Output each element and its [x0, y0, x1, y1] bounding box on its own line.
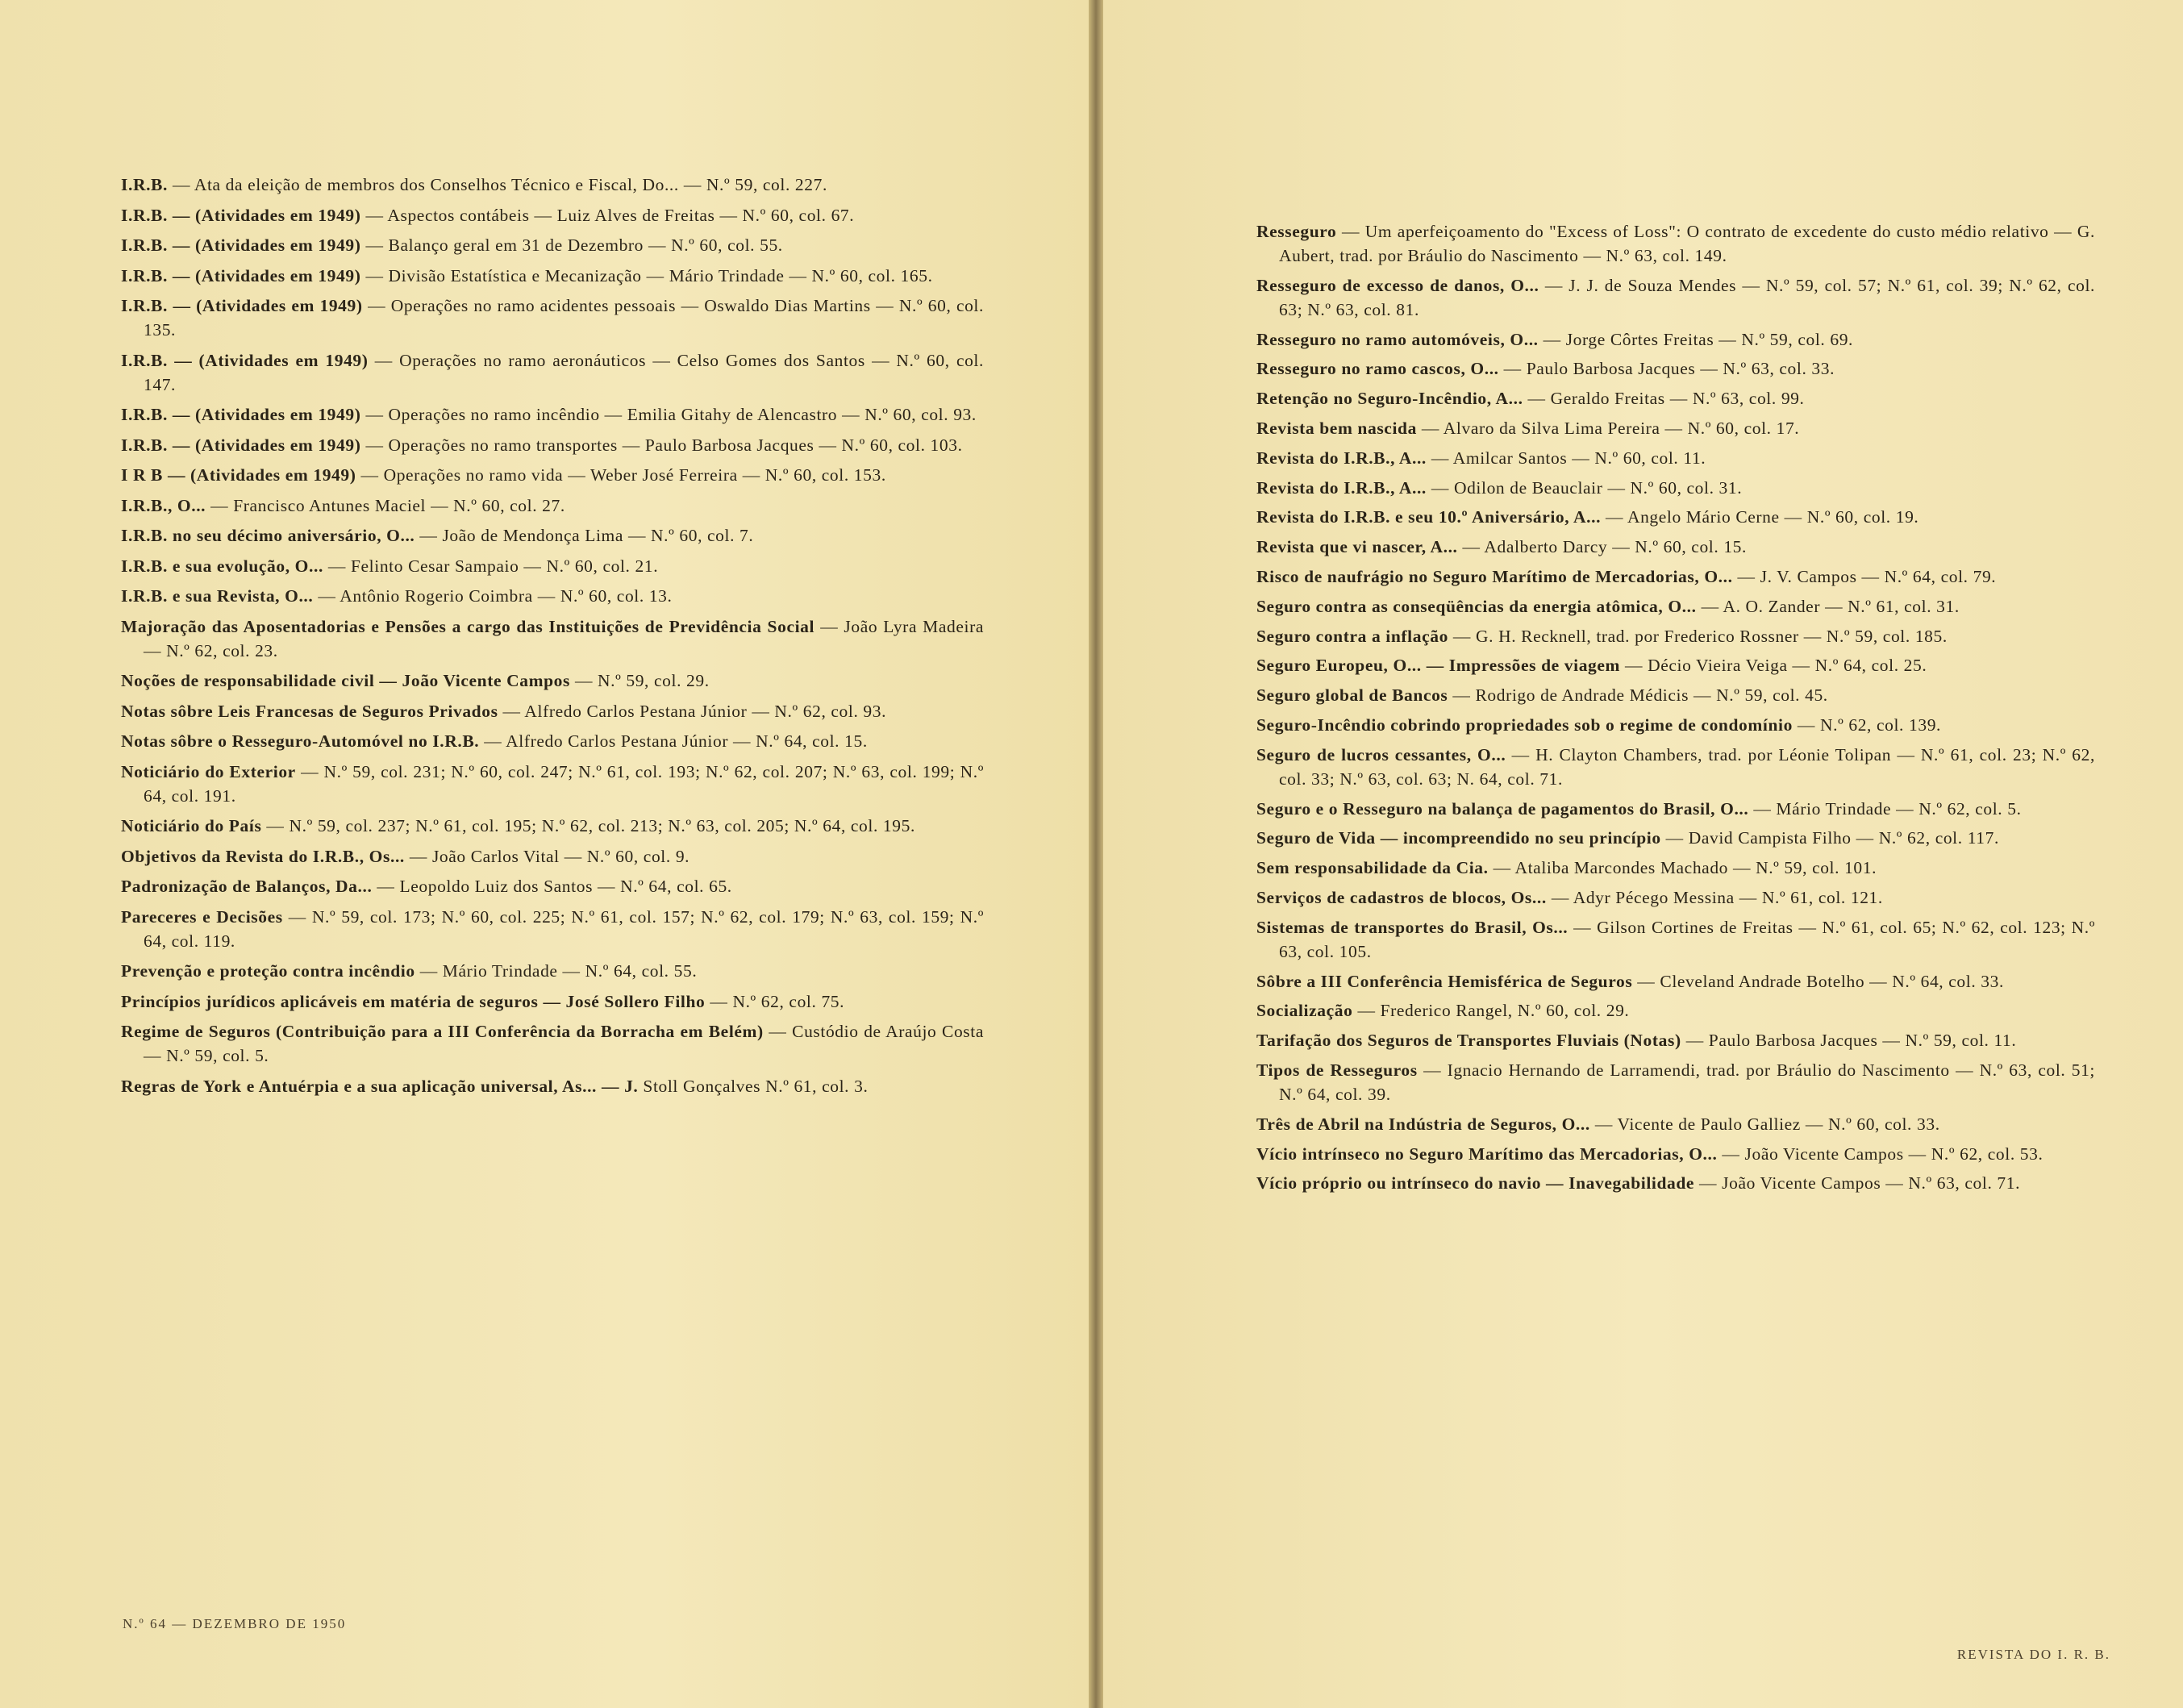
- entry-reference: — Balanço geral em 31 de Dezembro — N.º 60, col. 55.: [360, 235, 783, 255]
- entry-reference: — Paulo Barbosa Jacques — N.º 63, col. 33.: [1498, 359, 1835, 379]
- index-entry: [121, 1074, 984, 1098]
- entry-title: Retenção no Seguro-Incêndio, A...: [1256, 389, 1523, 409]
- entry-title: Risco de naufrágio no Seguro Marítimo de Mercadorias, O...: [1256, 566, 1733, 586]
- index-entry: [121, 294, 984, 342]
- left-index-entries: [121, 173, 984, 1104]
- entry-title: Sistemas de transportes do Brasil, Os...: [1256, 917, 1569, 937]
- entry-title: I.R.B. — (Atividades em 1949): [121, 265, 361, 285]
- entry-reference: — Cleveland Andrade Botelho — N.º 64, col. 33.: [1632, 971, 2004, 991]
- entry-title: I.R.B., O...: [121, 495, 206, 515]
- entry-title: Pareceres e Decisões: [121, 906, 283, 927]
- index-entry: [121, 233, 984, 257]
- entry-reference: — G. H. Recknell, trad. por Frederico Rossner — N.º 59, col. 185.: [1448, 626, 1948, 646]
- entry-reference: — Paulo Barbosa Jacques — N.º 59, col. 11.: [1681, 1031, 2017, 1051]
- entry-reference: — Geraldo Freitas — N.º 63, col. 99.: [1523, 389, 1805, 409]
- index-entry: [1256, 327, 2095, 352]
- entry-reference: — João Lyra Madeira — N.º 62, col. 23.: [144, 616, 985, 660]
- entry-title: Revista que vi nascer, A...: [1256, 537, 1458, 557]
- entry-reference: — Operações no ramo incêndio — Emilia Gitahy de Alencastro — N.º 60, col. 93.: [360, 405, 977, 424]
- index-entry: [121, 264, 984, 288]
- entry-reference: — Adyr Pécego Messina — N.º 61, col. 121.: [1546, 887, 1883, 907]
- entry-title: Seguro de Vida — incompreendido no seu princípio: [1256, 828, 1661, 848]
- index-entry: [121, 402, 984, 427]
- entry-reference: — Frederico Rangel, N.º 60, col. 29.: [1352, 1001, 1630, 1021]
- entry-reference: — Operações no ramo aeronáuticos — Celso Gomes dos Santos — N.º 60, col. 147.: [144, 350, 984, 394]
- index-entry: [1256, 564, 2095, 589]
- index-entry: [1256, 969, 2095, 994]
- index-entry: [1256, 356, 2095, 381]
- entry-reference: — Leopoldo Luiz dos Santos — N.º 64, col. 65.: [372, 877, 732, 896]
- index-entry: [1256, 713, 2095, 737]
- entry-reference: — Alfredo Carlos Pestana Júnior — N.º 62, col. 93.: [498, 701, 887, 721]
- entry-reference: — Alfredo Carlos Pestana Júnior — N.º 64, col. 15.: [479, 731, 868, 751]
- index-entry: [121, 173, 984, 197]
- entry-title: I.R.B. — (Atividades em 1949): [121, 235, 361, 255]
- entry-title: Sem responsabilidade da Cia.: [1256, 858, 1489, 878]
- entry-reference: — Felinto Cesar Sampaio — N.º 60, col. 21.: [323, 556, 659, 576]
- entry-reference: — Mário Trindade — N.º 64, col. 55.: [415, 961, 698, 981]
- entry-title: I.R.B. e sua Revista, O...: [121, 586, 314, 606]
- index-entry: [1256, 386, 2095, 410]
- entry-title: I.R.B. — (Atividades em 1949): [121, 296, 363, 315]
- entry-reference: — N.º 59, col. 29.: [569, 671, 710, 690]
- entry-reference: — J. V. Campos — N.º 64, col. 79.: [1732, 566, 1997, 586]
- index-entry: [1256, 915, 2095, 964]
- index-entry: [1256, 1171, 2095, 1195]
- index-entry: [121, 203, 984, 227]
- entry-reference: — N.º 62, col. 75.: [705, 991, 845, 1011]
- entry-title: Vício intrínseco no Seguro Marítimo das Mercadorias, O...: [1256, 1144, 1718, 1164]
- entry-reference: — Ata da eleição de membros dos Conselhos Técnico e Fiscal, Do... — N.º 59, col. 227.: [167, 175, 827, 194]
- entry-title: I.R.B. — (Atividades em 1949): [121, 350, 369, 370]
- index-entry: [1256, 416, 2095, 440]
- index-entry: [121, 614, 984, 663]
- entry-title: I.R.B. — (Atividades em 1949): [121, 405, 361, 424]
- index-entry: [121, 554, 984, 578]
- index-entry: [121, 814, 984, 838]
- entry-title: Sôbre a III Conferência Hemisférica de Seguros: [1256, 971, 1633, 991]
- index-entry: [1256, 505, 2095, 529]
- entry-reference: — Ataliba Marcondes Machado — N.º 59, col. 101.: [1488, 858, 1877, 878]
- right-page: [1103, 0, 2183, 1708]
- index-entry: [1256, 219, 2095, 268]
- entry-reference: — Divisão Estatística e Mecanização — Mário Trindade — N.º 60, col. 165.: [360, 265, 933, 285]
- entry-reference: — Um aperfeiçoamento do "Excess of Loss": O contrato de excedente do custo médio relativo — G. Aubert, trad. por Bráulio do Nascimento — N.º 63, col. 149.: [1279, 222, 2095, 265]
- entry-title: Socialização: [1256, 1001, 1353, 1021]
- entry-reference: — N.º 62, col. 139.: [1792, 714, 1942, 735]
- entry-title: I.R.B. — (Atividades em 1949): [121, 205, 361, 225]
- entry-title: Resseguro no ramo cascos, O...: [1256, 359, 1499, 379]
- book-gutter: [1089, 0, 1103, 1708]
- entry-reference: — Aspectos contábeis — Luiz Alves de Freitas — N.º 60, col. 67.: [360, 205, 855, 225]
- entry-title: Notas sôbre Leis Francesas de Seguros Privados: [121, 701, 498, 721]
- entry-reference: — João Vicente Campos — N.º 62, col. 53.: [1717, 1144, 2043, 1164]
- entry-title: Revista do I.R.B., A...: [1256, 448, 1427, 468]
- index-entry: [121, 348, 984, 397]
- entry-title: I.R.B. — (Atividades em 1949): [121, 435, 361, 455]
- entry-reference: — Décio Vieira Veiga — N.º 64, col. 25.: [1620, 656, 1927, 676]
- index-entry: [121, 844, 984, 869]
- index-entry: [121, 905, 984, 953]
- index-entry: [1256, 797, 2095, 821]
- entry-reference: — Odilon de Beauclair — N.º 60, col. 31.: [1426, 477, 1743, 498]
- entry-title: Seguro global de Bancos: [1256, 685, 1448, 706]
- right-page-footer: REVISTA DO I. R. B.: [1956, 1647, 2110, 1662]
- entry-reference: — Vicente de Paulo Galliez — N.º 60, col. 33.: [1589, 1114, 1940, 1134]
- index-entry: [1256, 273, 2095, 322]
- index-entry: [1256, 535, 2095, 559]
- entry-title: Objetivos da Revista do I.R.B., Os...: [121, 846, 405, 866]
- entry-reference: — J. J. de Souza Mendes — N.º 59, col. 57; N.º 61, col. 39; N.º 62, col. 63; N.º 63, col. 81.: [1279, 275, 2096, 319]
- entry-title: Revista bem nascida: [1256, 418, 1417, 438]
- entry-title: I R B — (Atividades em 1949): [121, 465, 356, 485]
- entry-reference: — Angelo Mário Cerne — N.º 60, col. 19.: [1601, 507, 1919, 527]
- index-entry: [1256, 856, 2095, 880]
- index-entry: [1256, 594, 2095, 619]
- entry-reference: — João de Mendonça Lima — N.º 60, col. 7.: [415, 526, 754, 545]
- entry-reference: — Mário Trindade — N.º 62, col. 5.: [1748, 798, 2022, 819]
- entry-reference: — João Vicente Campos — N.º 63, col. 71.: [1694, 1173, 2021, 1194]
- entry-title: Noções de responsabilidade civil — João Vicente Campos: [121, 671, 570, 690]
- entry-title: Seguro de lucros cessantes, O...: [1256, 744, 1506, 764]
- index-entry: [1256, 476, 2095, 500]
- index-entry: [1256, 446, 2095, 470]
- index-entry: [1256, 683, 2095, 707]
- entry-title: Revista do I.R.B. e seu 10.º Aniversário, A...: [1256, 507, 1602, 527]
- index-entry: [1256, 624, 2095, 648]
- entry-title: Seguro contra as conseqüências da energia atômica, O...: [1256, 596, 1697, 616]
- entry-reference: — N.º 59, col. 231; N.º 60, col. 247; N.º 61, col. 193; N.º 62, col. 207; N.º 63, col. 199; N.º 64, col. 191.: [144, 761, 984, 806]
- entry-reference: — João Carlos Vital — N.º 60, col. 9.: [404, 846, 690, 866]
- index-entry: [121, 669, 984, 693]
- entry-title: Regras de York e Antuérpia e a sua aplicação universal, As... — J.: [121, 1076, 639, 1096]
- entry-title: Três de Abril na Indústria de Seguros, O...: [1256, 1114, 1590, 1134]
- entry-title: Resseguro: [1256, 222, 1337, 241]
- index-entry: [121, 874, 984, 898]
- entry-title: Regime de Seguros (Contribuição para a III Conferência da Borracha em Belém): [121, 1022, 764, 1041]
- index-entry: [121, 959, 984, 983]
- index-entry: [1256, 653, 2095, 677]
- entry-title: Seguro Europeu, O... — Impressões de viagem: [1256, 656, 1621, 676]
- entry-title: Seguro-Incêndio cobrindo propriedades sob o regime de condomínio: [1256, 714, 1793, 735]
- entry-reference: — Ignacio Hernando de Larramendi, trad. por Bráulio do Nascimento — N.º 63, col. 51; N.º 64, col. 39.: [1279, 1060, 2095, 1104]
- index-entry: [121, 433, 984, 457]
- entry-title: Noticiário do Exterior: [121, 761, 296, 781]
- entry-reference: — Alvaro da Silva Lima Pereira — N.º 60, col. 17.: [1416, 418, 1800, 438]
- entry-title: Resseguro no ramo automóveis, O...: [1256, 329, 1539, 349]
- index-entry: [121, 989, 984, 1014]
- entry-title: Tarifação dos Seguros de Transportes Fluviais (Notas): [1256, 1031, 1681, 1051]
- index-entry: [1256, 826, 2095, 850]
- index-entry: [121, 1019, 984, 1068]
- index-entry: [121, 584, 984, 608]
- left-page-footer: N.º 64 — DEZEMBRO DE 1950: [123, 1616, 347, 1631]
- entry-reference: Stoll Gonçalves N.º 61, col. 3.: [638, 1076, 869, 1096]
- entry-reference: — N.º 59, col. 237; N.º 61, col. 195; N.º 62, col. 213; N.º 63, col. 205; N.º 64, col. 195.: [261, 816, 915, 835]
- entry-title: Seguro contra a inflação: [1256, 626, 1448, 646]
- right-index-entries: [1256, 219, 2095, 1201]
- entry-reference: — Gilson Cortines de Freitas — N.º 61, col. 65; N.º 62, col. 123; N.º 63, col. 105.: [1279, 917, 2095, 961]
- entry-title: I.R.B. e sua evolução, O...: [121, 556, 323, 576]
- entry-title: Vício próprio ou intrínseco do navio — Inavegabilidade: [1256, 1173, 1695, 1194]
- entry-title: I.R.B. no seu décimo aniversário, O...: [121, 526, 415, 545]
- entry-reference: — A. O. Zander — N.º 61, col. 31.: [1696, 596, 1960, 616]
- entry-title: Revista do I.R.B., A...: [1256, 477, 1427, 498]
- entry-reference: — Rodrigo de Andrade Médicis — N.º 59, col. 45.: [1448, 685, 1828, 706]
- entry-title: Seguro e o Resseguro na balança de pagamentos do Brasil, O...: [1256, 798, 1749, 819]
- entry-reference: — Jorge Côrtes Freitas — N.º 59, col. 69.: [1538, 329, 1854, 349]
- index-entry: [1256, 1028, 2095, 1052]
- entry-reference: — Custódio de Araújo Costa — N.º 59, col. 5.: [144, 1022, 984, 1065]
- entry-reference: — H. Clayton Chambers, trad. por Léonie Tolipan — N.º 61, col. 23; N.º 62, col. 33; N.º 63, col. 63; N. 64, col. 71.: [1279, 744, 2095, 789]
- index-entry: [1256, 1142, 2095, 1166]
- entry-reference: — Adalberto Darcy — N.º 60, col. 15.: [1457, 537, 1747, 557]
- index-entry: [121, 494, 984, 518]
- index-entry: [1256, 1112, 2095, 1136]
- entry-title: Noticiário do País: [121, 816, 262, 835]
- entry-title: Padronização de Balanços, Da...: [121, 877, 373, 896]
- index-entry: [1256, 1058, 2095, 1106]
- index-entry: [121, 760, 984, 808]
- index-entry: [121, 699, 984, 723]
- entry-title: I.R.B.: [121, 175, 168, 194]
- index-entry: [121, 463, 984, 487]
- entry-reference: — Francisco Antunes Maciel — N.º 60, col. 27.: [206, 495, 565, 515]
- entry-reference: — David Campista Filho — N.º 62, col. 117.: [1660, 828, 1999, 848]
- left-page: [0, 0, 1089, 1708]
- entry-reference: — Operações no ramo acidentes pessoais — Oswaldo Dias Martins — N.º 60, col. 135.: [144, 296, 984, 340]
- index-entry: [1256, 885, 2095, 910]
- entry-title: Tipos de Resseguros: [1256, 1060, 1418, 1080]
- entry-reference: — N.º 59, col. 173; N.º 60, col. 225; N.º 61, col. 157; N.º 62, col. 179; N.º 63, col. 159; N.º 64, col. 119.: [144, 906, 984, 951]
- entry-title: Resseguro de excesso de danos, O...: [1256, 275, 1539, 295]
- entry-title: Notas sôbre o Resseguro-Automóvel no I.R.B.: [121, 731, 480, 751]
- index-entry: [1256, 998, 2095, 1023]
- index-entry: [121, 729, 984, 753]
- entry-reference: — Antônio Rogerio Coimbra — N.º 60, col. 13.: [313, 586, 673, 606]
- index-entry: [1256, 743, 2095, 791]
- entry-title: Princípios jurídicos aplicáveis em matéria de seguros — José Sollero Filho: [121, 991, 706, 1011]
- entry-title: Serviços de cadastros de blocos, Os...: [1256, 887, 1547, 907]
- entry-title: Prevenção e proteção contra incêndio: [121, 961, 415, 981]
- entry-reference: — Amilcar Santos — N.º 60, col. 11.: [1426, 448, 1706, 468]
- entry-reference: — Operações no ramo transportes — Paulo Barbosa Jacques — N.º 60, col. 103.: [360, 435, 963, 455]
- entry-reference: — Operações no ramo vida — Weber José Ferreira — N.º 60, col. 153.: [356, 465, 886, 485]
- index-entry: [121, 523, 984, 548]
- entry-title: Majoração das Aposentadorias e Pensões a cargo das Instituições de Previdência Social: [121, 616, 815, 636]
